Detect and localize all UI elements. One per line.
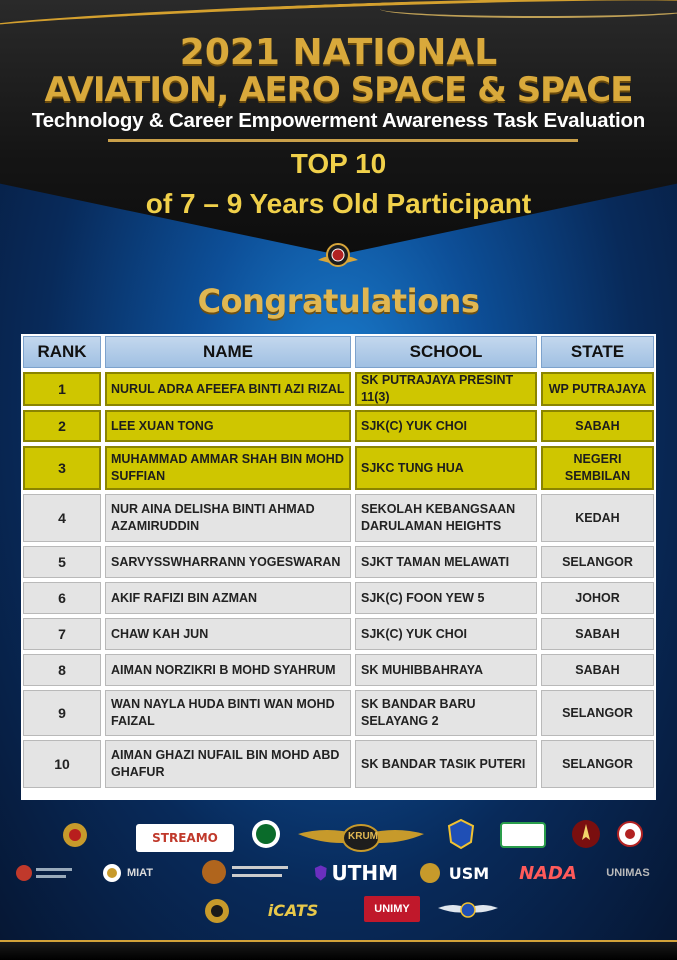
name-cell: NUR AINA DELISHA BINTI AHMAD AZAMIRUDDIN [103, 492, 353, 544]
school-cell: SJK(C) YUK CHOI [353, 616, 539, 652]
rank-cell: 3 [21, 444, 103, 492]
footer-band [0, 940, 677, 960]
table-row [21, 738, 656, 790]
header-rank: RANK [21, 334, 103, 370]
header-state: STATE [539, 334, 656, 370]
state-cell: SABAH [539, 652, 656, 688]
miat-emblem-icon [101, 862, 123, 884]
school-cell: SK MUHIBBAHRAYA [353, 652, 539, 688]
krum-wings-logo [296, 820, 426, 856]
top10-heading: TOP 10 [290, 148, 387, 179]
icats-logo: iCATS [267, 900, 319, 920]
sponsor-logos [0, 812, 677, 952]
name-cell: SARVYSSWHARRANN YOGESWARAN [103, 544, 353, 580]
ornate-seal-logo-icon [200, 858, 290, 886]
state-cell: SELANGOR [539, 738, 656, 790]
unimas-logo: UNIMAS [606, 867, 650, 879]
school-cell: SJK(C) FOON YEW 5 [353, 580, 539, 616]
table-header-row [21, 334, 656, 370]
table-row [21, 370, 656, 408]
table-row [21, 492, 656, 544]
rank-cell: 1 [21, 370, 103, 408]
uthm-shield-icon [314, 863, 327, 883]
state-cell: WP PUTRAJAYA [539, 370, 656, 408]
state-cell: JOHOR [539, 580, 656, 616]
school-cell: SEKOLAH KEBANGSAAN DARULAMAN HEIGHTS [353, 492, 539, 544]
nada-logo: NADA [519, 862, 577, 884]
uthm-label: UTHM [331, 861, 398, 885]
age-group-heading: of 7 – 9 Years Old Participant [145, 188, 532, 219]
wing-badge-icon [436, 896, 500, 924]
winged-emblem-icon [316, 236, 360, 280]
state-cell: SELANGOR [539, 544, 656, 580]
header-name: NAME [103, 334, 353, 370]
rank-cell: 10 [21, 738, 103, 790]
name-cell: AIMAN GHAZI NUFAIL BIN MOHD ABD GHAFUR [103, 738, 353, 790]
name-cell: NURUL ADRA AFEEFA BINTI AZI RIZAL [103, 370, 353, 408]
rank-cell: 4 [21, 492, 103, 544]
state-cell: NEGERI SEMBILAN [539, 444, 656, 492]
shield-crest-icon [446, 818, 476, 850]
miat-logo [92, 860, 162, 886]
name-cell: MUHAMMAD AMMAR SHAH BIN MOHD SUFFIAN [103, 444, 353, 492]
rank-cell: 6 [21, 580, 103, 616]
name-cell: CHAW KAH JUN [103, 616, 353, 652]
police-crest-icon [202, 896, 232, 926]
ministry-small-logo-icon [14, 862, 74, 884]
name-cell: AIMAN NORZIKRI B MOHD SYAHRUM [103, 652, 353, 688]
name-cell: WAN NAYLA HUDA BINTI WAN MOHD FAIZAL [103, 688, 353, 738]
table-row [21, 444, 656, 492]
state-cell: SABAH [539, 408, 656, 444]
state-cell: KEDAH [539, 492, 656, 544]
rank-cell: 7 [21, 616, 103, 652]
miat-label: MIAT [126, 867, 154, 879]
table-row [21, 408, 656, 444]
state-cell: SABAH [539, 616, 656, 652]
crest-icon [418, 860, 442, 886]
ministry-crest-icon [60, 820, 90, 850]
divider [108, 139, 578, 142]
table-row [21, 616, 656, 652]
school-cell: SJKT TAMAN MELAWATI [353, 544, 539, 580]
table-row [21, 580, 656, 616]
rank-cell: 9 [21, 688, 103, 738]
header-school: SCHOOL [353, 334, 539, 370]
results-table [21, 334, 656, 790]
results-table-container [21, 334, 656, 800]
school-cell: SJK(C) YUK CHOI [353, 408, 539, 444]
state-cell: SELANGOR [539, 688, 656, 738]
unimy-logo: UNIMY [364, 896, 420, 922]
event-name-title: AVIATION, AERO SPACE & SPACE [44, 70, 633, 110]
green-badge-logo [500, 822, 546, 848]
school-cell: SK BANDAR TASIK PUTERI [353, 738, 539, 790]
school-cell: SJKC TUNG HUA [353, 444, 539, 492]
streamo-logo: STREAMO [136, 824, 234, 852]
congratulations-banner: Congratulations [197, 282, 480, 320]
name-cell: LEE XUAN TONG [103, 408, 353, 444]
rocket-emblem-icon [570, 818, 602, 850]
event-subtitle: Technology & Career Empowerment Awareness Task Evaluation [31, 109, 646, 132]
event-year-title: 2021 NATIONAL [179, 32, 498, 73]
usm-logo: USM [448, 863, 490, 883]
school-cell: SK BANDAR BARU SELAYANG 2 [353, 688, 539, 738]
rank-cell: 5 [21, 544, 103, 580]
rank-cell: 2 [21, 408, 103, 444]
table-row [21, 544, 656, 580]
table-row [21, 688, 656, 738]
uthm-logo [314, 860, 398, 886]
round-seal-icon [250, 818, 282, 850]
krum-label: KRUM [348, 831, 378, 842]
table-row [21, 652, 656, 688]
name-cell: AKIF RAFIZI BIN AZMAN [103, 580, 353, 616]
school-cell: SK PUTRAJAYA PRESINT 11(3) [353, 370, 539, 408]
university-seal-icon [616, 820, 644, 848]
rank-cell: 8 [21, 652, 103, 688]
